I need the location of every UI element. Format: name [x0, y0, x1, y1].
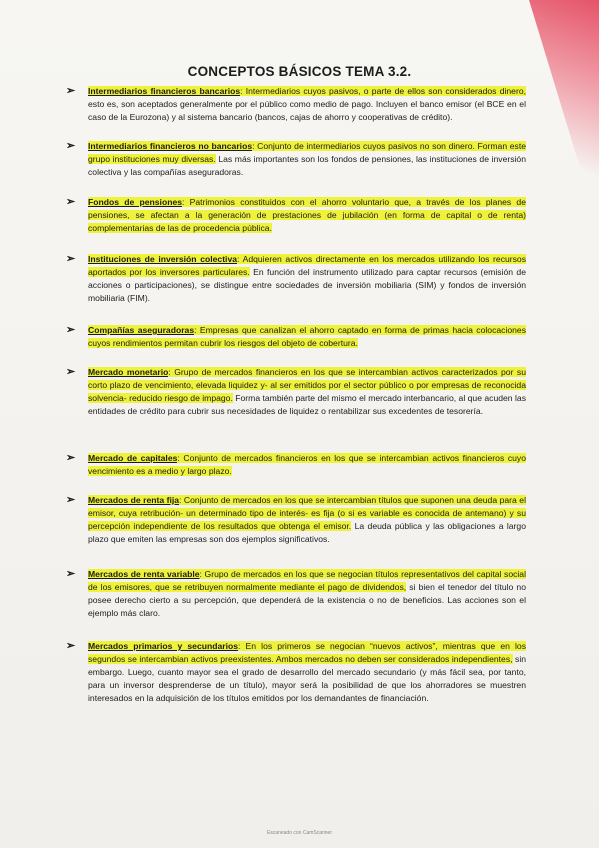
- definition-item: [88, 324, 526, 350]
- arrow-bullet-icon: ➢: [66, 196, 76, 208]
- definition-term: Intermediarios financieros no bancarios: [88, 141, 253, 151]
- definition-highlight: : Empresas que canalizan el ahorro captado en forma de primas hacia colocaciones cuyos rendimientos permitan cubrir los riesgos del objeto de cobertura.: [88, 325, 526, 349]
- definition-term: Mercado monetario: [88, 367, 169, 377]
- definition-term: Compañías aseguradoras: [88, 325, 195, 335]
- definition-term: Intermediarios financieros bancarios: [88, 86, 241, 96]
- definition-item: [88, 196, 526, 235]
- definition-term: Fondos de pensiones: [88, 197, 182, 207]
- definition-term: Mercados primarios y secundarios: [88, 641, 239, 651]
- arrow-bullet-icon: ➢: [66, 568, 76, 580]
- arrow-bullet-icon: ➢: [66, 452, 76, 464]
- arrow-bullet-icon: ➢: [66, 366, 76, 378]
- definition-term: Mercado de capitales: [88, 453, 178, 463]
- definition-item: [88, 366, 526, 418]
- scanner-footer: Escaneado con CamScanner: [266, 830, 333, 836]
- definition-term: Mercados de renta fija: [88, 495, 180, 505]
- arrow-bullet-icon: ➢: [66, 640, 76, 652]
- arrow-bullet-icon: ➢: [66, 324, 76, 336]
- definition-highlight: : Conjunto de mercados financieros en los que se intercambian activos financieros cuyo vencimiento es a medio y largo plazo.: [88, 453, 527, 477]
- arrow-bullet-icon: ➢: [66, 140, 76, 152]
- arrow-bullet-icon: ➢: [66, 85, 76, 97]
- definition-term: Mercados de renta variable: [88, 569, 200, 579]
- definition-item: [88, 452, 526, 478]
- definition-item: [88, 85, 526, 124]
- definition-text: La deuda pública y las obligaciones a largo plazo que emiten las empresas son dos ejemplos significativos.: [88, 521, 526, 545]
- definition-text: En función del instrumento utilizado para captar recursos (emisión de acciones o participaciones), se distingue entre sociedades de inversión mobiliaria (SIM) y fondos de inversión mobiliaria (FIM).: [88, 267, 526, 304]
- definition-term: Instituciones de inversión colectiva: [88, 254, 238, 264]
- page-title: CONCEPTOS BÁSICOS TEMA 3.2.: [187, 64, 412, 79]
- definition-highlight: : Conjunto de mercados en los que se intercambian títulos que suponen una deuda para el emisor, cuya retribución- un determinado tipo de interés- es fija (o si es variable es conocida de antemano) y su percepción independiente de los resultados que obtenga el emisor.: [88, 495, 526, 532]
- red-corner-mark: [529, 0, 599, 230]
- definition-highlight: : Adquieren activos directamente en los mercados utilizando los recursos aportados por los inversores particulares.: [88, 254, 527, 278]
- definition-item: [88, 568, 526, 620]
- definition-highlight: : Intermediarios cuyos pasivos, o parte de ellos son considerados dinero,: [240, 86, 526, 96]
- definition-item: [88, 640, 526, 705]
- definition-text: sin embargo. Luego, cuanto mayor sea el grado de desarrollo del mercado secundario (y más fácil sea, por tanto, para un inversor desprenderse de un título), mayor será la posibilidad de que los ahorradores se muestren interesados en la adquisición de los títulos emitidos por los demandantes de financiación.: [88, 654, 527, 704]
- definition-highlight: : Grupo de mercados financieros en los que se intercambian activos caracterizados por su corto plazo de vencimiento, elevada liquidez y- al ser emitidos por el sector público o por empresas de reconocida solvencia- reducido riesgo de impago.: [88, 367, 526, 404]
- definition-highlight: : Conjunto de intermediarios cuyos pasivos no son dinero. Forman este grupo instituciones muy diversas.: [88, 141, 527, 165]
- definition-highlight: : Grupo de mercados en los que se negocian títulos representativos del capital social de los emisores, que se retribuyen normalmente mediante el pago de dividendos,: [88, 569, 526, 593]
- definition-item: [88, 494, 526, 546]
- definition-text: si bien el tenedor del título no posee derecho cierto a su percepción, que dependerá de la existencia o no de beneficios. Las acciones son el ejemplo más claro.: [88, 582, 526, 619]
- arrow-bullet-icon: ➢: [66, 253, 76, 265]
- definition-text: Las más importantes son los fondos de pensiones, las instituciones de inversión colectiva y las compañías aseguradoras.: [88, 154, 526, 178]
- definition-highlight: : Patrimonios constituidos con el ahorro voluntario que, a través de los planes de pensiones, se afectan a la generación de prestaciones de jubilación (en forma de capital o de renta) complementarias de las de procedencia pública.: [88, 197, 526, 234]
- definition-item: [88, 140, 526, 179]
- arrow-bullet-icon: ➢: [66, 494, 76, 506]
- definition-item: [88, 253, 526, 305]
- definition-highlight: : En los primeros se negocian “nuevos activos”, mientras que en los segundos se intercambian activos preexistentes. Ambos mercados no deben ser considerados independientes,: [88, 641, 526, 665]
- definition-text: Forma también parte del mismo el mercado interbancario, al que acuden las entidades de crédito para cubrir sus necesidades de liquidez o rentabilizar sus excedentes de tesorería.: [88, 393, 526, 417]
- definition-text: esto es, son aceptados generalmente por el público como medio de pago. Incluyen el banco emisor (el BCE en el caso de la Eurozona) y al sistema bancario (bancos, cajas de ahorro y cooperativas de crédito).: [88, 99, 526, 123]
